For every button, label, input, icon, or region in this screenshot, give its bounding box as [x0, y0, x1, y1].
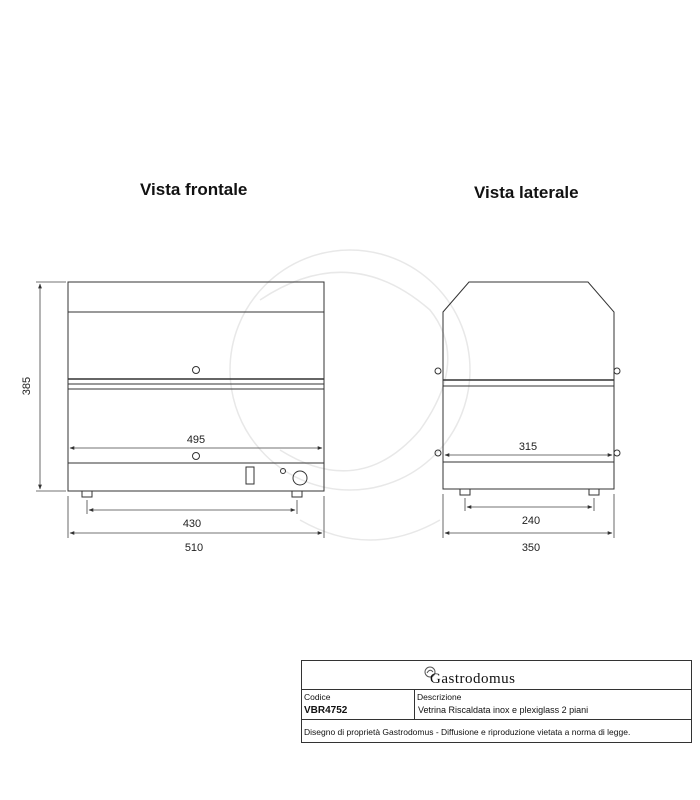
dim-front-feet-spacing: 430 [182, 518, 202, 530]
description-label: Descrizione [417, 692, 462, 702]
code-label: Codice [304, 692, 331, 702]
dim-side-inner-width: 315 [518, 441, 538, 453]
front-view [68, 282, 324, 497]
brand-header [302, 661, 691, 690]
front-view-title: Vista frontale [140, 180, 248, 199]
dim-side-feet-spacing: 240 [521, 515, 541, 527]
dim-front-total-width: 510 [184, 542, 204, 554]
power-switch [246, 467, 254, 484]
code-value: VBR4752 [304, 705, 348, 716]
copyright-notice: Disegno di proprietà Gastrodomus - Diffusione e riproduzione vietata a norma di legge. [304, 727, 631, 737]
dim-height: 385 [21, 376, 33, 396]
side-foot-left [460, 489, 470, 495]
side-view [435, 282, 620, 495]
thermostat-knob [293, 471, 307, 485]
side-knob-right-lower [614, 450, 620, 456]
front-foot-right [292, 491, 302, 497]
side-view-title: Vista laterale [474, 183, 579, 202]
front-knob-lower [193, 453, 200, 460]
brand-name: Gastrodomus [430, 671, 516, 687]
side-foot-right [589, 489, 599, 495]
side-knob-right-upper [614, 368, 620, 374]
title-block [301, 660, 692, 743]
description-cell [415, 690, 691, 719]
code-description-row [302, 690, 691, 720]
front-foot-left [82, 491, 92, 497]
front-knob-upper [193, 367, 200, 374]
description-value: Vetrina Riscaldata inox e plexiglass 2 piani [418, 705, 589, 715]
dim-side-total-depth: 350 [521, 542, 541, 554]
dim-front-inner-width: 495 [186, 434, 206, 446]
front-dimensions [36, 282, 324, 538]
watermark-graphic [230, 250, 470, 540]
side-knob-left-upper [435, 368, 441, 374]
code-cell [302, 690, 415, 719]
